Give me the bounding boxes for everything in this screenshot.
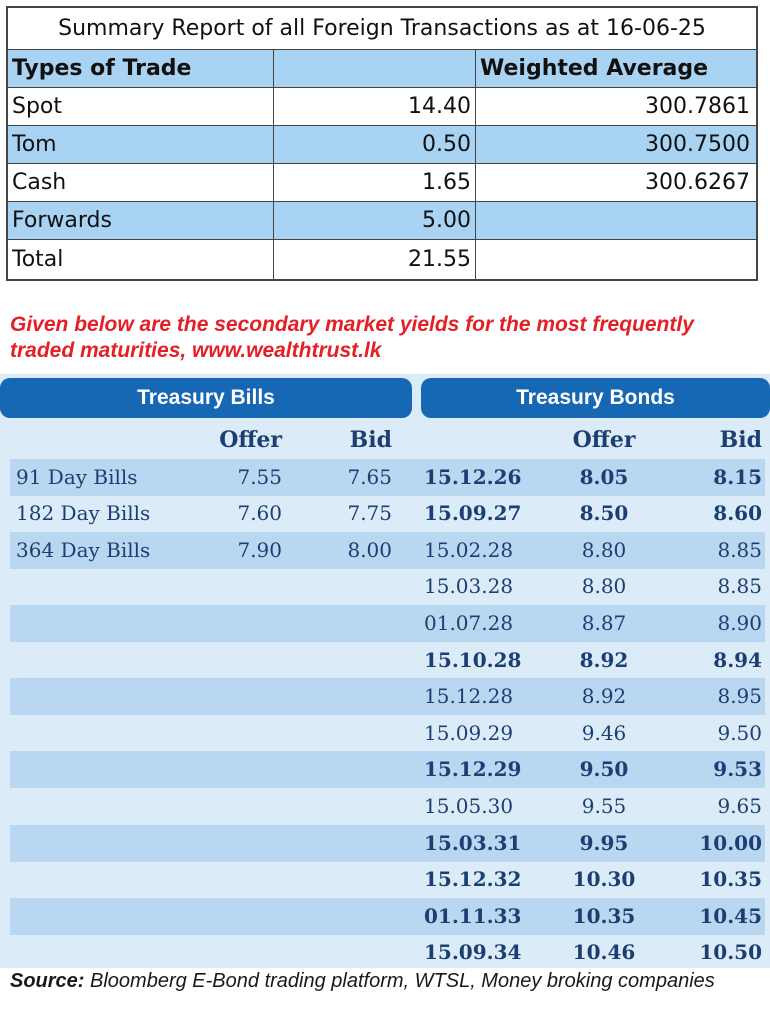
trade-amount: 21.55 [274, 240, 476, 279]
bond-bid: 9.53 [713, 757, 762, 782]
table-row [10, 642, 765, 679]
header-weighted-average: Weighted Average [480, 56, 709, 81]
bond-offer: 8.87 [581, 611, 627, 635]
table-row [10, 934, 765, 971]
summary-row [8, 126, 756, 164]
trade-type: Total [8, 240, 274, 279]
bond-offer: 8.80 [581, 574, 627, 599]
table-row [10, 898, 765, 935]
yields-panel [0, 374, 770, 968]
table-row [10, 715, 765, 752]
table-row [10, 751, 765, 788]
bond-bid: 10.00 [699, 830, 762, 855]
bill-offer: 7.90 [237, 537, 282, 562]
bill-bid: 7.75 [347, 501, 392, 526]
bond-maturity: 15.05.30 [424, 794, 514, 818]
trade-weighted-average [476, 202, 756, 239]
bond-maturity: 15.12.26 [424, 464, 522, 489]
bond-maturity: 15.02.28 [424, 537, 514, 562]
source-text: Bloomberg E-Bond trading platform, WTSL, Money broking companies [84, 970, 715, 992]
treasury-bills-header: Treasury Bills [0, 378, 412, 418]
table-row [10, 568, 765, 605]
yields-column-header-row [10, 422, 765, 459]
summary-row [8, 88, 756, 126]
trade-type: Tom [8, 126, 274, 163]
bond-offer: 8.92 [579, 647, 629, 672]
table-row [10, 788, 765, 825]
trade-type: Forwards [8, 202, 274, 239]
bond-offer: 9.46 [581, 720, 627, 745]
summary-title: Summary Report of all Foreign Transactions as at 16-06-25 [8, 8, 756, 50]
bond-offer: 8.92 [581, 684, 627, 709]
bond-maturity: 01.07.28 [424, 611, 514, 635]
treasury-bonds-header: Treasury Bonds [421, 378, 770, 418]
bond-bid: 10.45 [699, 903, 762, 928]
header-types-of-trade: Types of Trade [8, 50, 274, 87]
summary-row [8, 202, 756, 240]
table-row [10, 861, 765, 898]
table-row [10, 678, 765, 715]
trade-amount: 1.65 [274, 164, 476, 201]
trade-amount: 0.50 [274, 126, 476, 163]
bond-maturity: 15.09.27 [424, 501, 522, 526]
bond-bid: 8.90 [717, 611, 762, 635]
table-row [10, 825, 765, 862]
bond-bid: 8.85 [717, 574, 762, 599]
bond-bid: 10.35 [699, 867, 762, 892]
table-row [10, 495, 765, 532]
bond-offer: 8.05 [579, 464, 629, 489]
bond-offer: 9.95 [579, 830, 629, 855]
bond-bid: 8.95 [717, 684, 762, 709]
bills-offer-header: Offer [219, 427, 282, 453]
summary-table [6, 6, 758, 281]
bond-offer: 10.46 [572, 940, 636, 965]
trade-weighted-average: 300.6267 [645, 170, 750, 195]
bond-maturity: 15.12.32 [424, 867, 522, 892]
bond-offer: 9.55 [581, 794, 627, 818]
bond-bid: 9.50 [717, 720, 762, 745]
bond-bid: 10.50 [699, 940, 762, 965]
table-row [10, 532, 765, 569]
trade-amount: 5.00 [274, 202, 476, 239]
bill-offer: 7.55 [237, 464, 282, 489]
source-label: Source: [10, 970, 85, 992]
bill-name: 91 Day Bills [16, 464, 138, 489]
bond-maturity: 01.11.33 [424, 903, 522, 928]
bill-bid: 8.00 [347, 537, 392, 562]
summary-header-row [8, 50, 756, 88]
bond-maturity: 15.09.29 [424, 720, 514, 745]
bond-bid: 8.15 [713, 464, 762, 489]
trade-type: Cash [8, 164, 274, 201]
bill-name: 364 Day Bills [16, 537, 151, 562]
bond-bid: 9.65 [717, 794, 762, 818]
bond-offer: 9.50 [579, 757, 629, 782]
bond-offer: 8.80 [581, 537, 627, 562]
bill-offer: 7.60 [237, 501, 282, 526]
trade-weighted-average: 300.7500 [645, 132, 750, 157]
header-amount [274, 50, 476, 87]
bill-name: 182 Day Bills [16, 501, 151, 526]
bond-bid: 8.85 [717, 537, 762, 562]
source-line [10, 970, 765, 993]
bond-maturity: 15.03.31 [424, 830, 522, 855]
trade-weighted-average: 300.7861 [645, 94, 750, 119]
bond-bid: 8.94 [713, 647, 762, 672]
bills-bid-header: Bid [349, 427, 392, 453]
summary-total-row [8, 240, 756, 279]
bond-maturity: 15.12.29 [424, 757, 522, 782]
bond-maturity: 15.10.28 [424, 647, 522, 672]
bond-offer: 8.50 [579, 501, 629, 526]
trade-weighted-average [476, 240, 756, 279]
trade-amount: 14.40 [274, 88, 476, 125]
yields-note: Given below are the secondary market yields for the most frequently traded maturities, www.wealthtrust.lk [10, 313, 694, 362]
table-row [10, 459, 765, 496]
table-row [10, 605, 765, 642]
trade-type: Spot [8, 88, 274, 125]
bond-maturity: 15.03.28 [424, 574, 514, 599]
bonds-offer-header: Offer [572, 427, 636, 453]
bond-offer: 10.30 [572, 867, 636, 892]
bill-bid: 7.65 [347, 464, 392, 489]
bond-bid: 8.60 [713, 501, 762, 526]
bond-maturity: 15.09.34 [424, 940, 522, 965]
bonds-bid-header: Bid [719, 427, 762, 453]
bond-offer: 10.35 [572, 903, 636, 928]
bond-maturity: 15.12.28 [424, 684, 514, 709]
summary-row [8, 164, 756, 202]
